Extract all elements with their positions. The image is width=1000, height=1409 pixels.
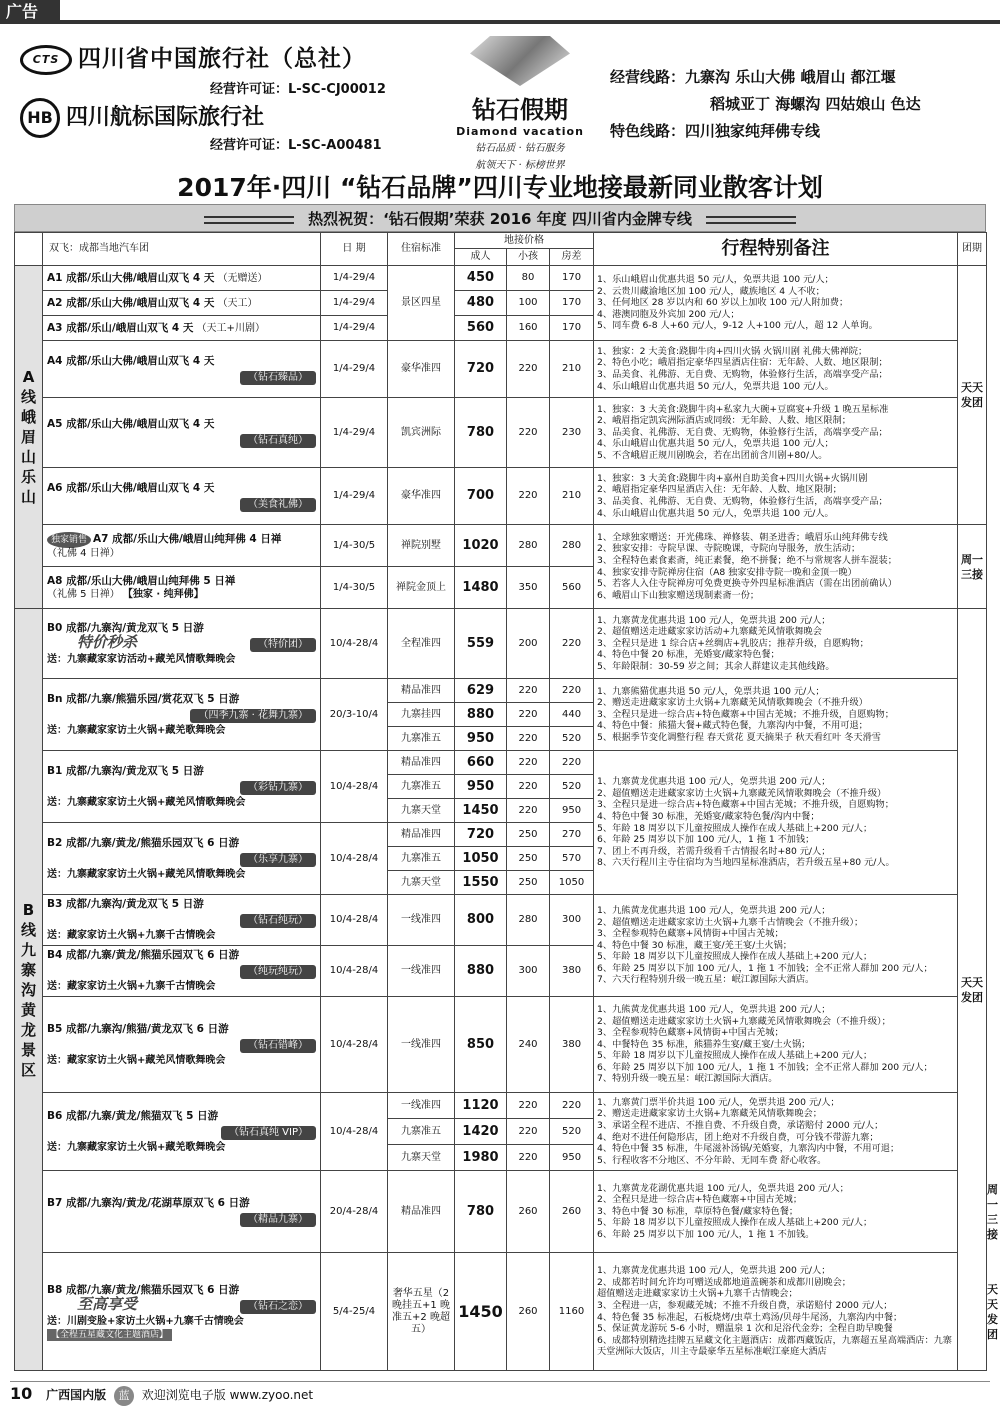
th-room: 房差 (550, 249, 594, 266)
table-row (15, 1093, 987, 1119)
hotel-cell: 凯宾洲际 (388, 398, 455, 468)
notes-cell: 1、全球独家赠送：开光佛珠、禅修装、朝圣进香；峨眉乐山纯拜佛专线 2、独家安排：寺院早课、寺院晚课，寺院向导服务，放生活动； 3、全程特色素食素斋，纯正素餐，绝不拼餐；绝不与常规客人拼车混装； 4、独家安排寺院禅房住宿（A8 独家安排寺院一晚和金顶一晚） 5、若客人入住寺院禅房可免费更换寺外四星标准酒店（需在出团前确认） 6、峨眉山下山独家赠送现制素斋一份； (594, 525, 958, 609)
table-row (15, 895, 987, 946)
date-cell: 1/4-30/5 (321, 567, 388, 609)
top-bar (0, 0, 1000, 24)
website-text: 欢迎浏览电子版 www.zyoo.net (141, 1388, 314, 1402)
room-diff: 210 (550, 468, 594, 525)
hotel-cell: 一线准四 (388, 1093, 455, 1119)
th-route: 双飞：成都当地汽车团 (43, 233, 321, 266)
date-cell: 10/4-28/4 (321, 946, 388, 997)
adult-price: 480 (455, 291, 507, 316)
company-1 (20, 40, 366, 75)
cts-logo-icon: CTS (20, 45, 72, 75)
adult-price: 1980 (455, 1145, 507, 1171)
room-diff: 220 (550, 609, 594, 679)
route-b2 (43, 823, 321, 895)
exclusive-badge: 独家销售 (47, 532, 91, 548)
child-price: 260 (507, 1171, 550, 1253)
route-title: B1 成都/九寨沟/黄龙双飞 5 日游 (47, 764, 204, 777)
hotel-cell: 九寨挂四 (388, 703, 455, 727)
adult-price: 720 (455, 341, 507, 398)
th-price: 地接价格 (455, 233, 594, 249)
child-price: 240 (507, 997, 550, 1093)
date-cell: 1/4-29/4 (321, 266, 388, 291)
route-title: B4 成都/九寨/黄龙/熊猫乐园双飞 6 日游 (47, 949, 240, 961)
room-diff: 220 (550, 679, 594, 703)
notes-cell: 1、乐山峨眉山优惠共退 50 元/人，免票共退 100 元/人； 2、云贵川藏渝地区加 100 元/人，藏族地区 4 人不收； 3、任何地区 28 岁以内和 60 岁以上加收 100 元/人附加费； 4、港澳同胞及外宾加 200 元/人； 5、同车费 6-8 人+60 元/人，9-12 人+100 元/人，超 12 人单询。 (594, 266, 958, 341)
route-title: B2 成都/九寨/黄龙/熊猫乐园双飞 6 日游 (47, 836, 240, 849)
room-diff: 260 (550, 1171, 594, 1253)
hotel-cell: 精品准四 (388, 679, 455, 703)
adult-price: 880 (455, 703, 507, 727)
table-row (15, 341, 987, 398)
room-diff: 520 (550, 727, 594, 751)
route-badge: （钻石纯玩） (240, 914, 316, 928)
table-row: B7 成都/九寨沟/黄龙/花湖草原双飞 6 日游 （精品九寨） 20/4-28/4 精品准四 780 260 260 1、九寨黄龙花湖优惠共退 100 元/人，免票共退 200 元/人； 2、全程只是进一综合店+特色藏寨+中国古羌城； 3、特色中餐 30 标准，草原特色餐/藏家特色餐； 5、年龄 18 周岁以下儿童按照成人操作在成人基础上+200 元/人； 6、年龄 25 周岁以下加 100 元/人，1 拖 1 不加钱。 周一三接 (15, 1171, 987, 1253)
room-diff: 380 (550, 946, 594, 997)
route-a6 (43, 468, 321, 525)
child-price: 220 (507, 751, 550, 775)
room-diff: 1160 (550, 1253, 594, 1371)
route-gift: 送：九寨藏家家访活动+藏羌风情歌舞晚会 (47, 653, 236, 665)
hotel-cell: 禅院别墅 (388, 525, 455, 567)
freq-cell: 天天发团 (958, 266, 987, 525)
date-cell: 5/4-25/4 (321, 1253, 388, 1371)
ornament-left-icon (204, 216, 294, 224)
table-row (15, 751, 987, 775)
route-badge: （钻石真纯 VIP） (221, 1126, 316, 1140)
date-cell: 1/4-29/4 (321, 341, 388, 398)
date-cell: 10/4-28/4 (321, 751, 388, 823)
hotel-cell: 九寨天堂 (388, 799, 455, 823)
hotel-cell: 九寨天堂 (388, 1145, 455, 1171)
route-b0 (43, 609, 321, 679)
page-number: 10 (10, 1384, 33, 1403)
route-title: A1 成都/乐山大佛/峨眉山双飞 4 天 (47, 271, 215, 284)
route-a3 (43, 316, 321, 341)
hotel-cell: 一线准四 (388, 895, 455, 946)
route-b4 (43, 946, 321, 997)
adult-price: 950 (455, 775, 507, 799)
child-price: 350 (507, 567, 550, 609)
ad-tag: 广告 (0, 0, 60, 24)
route-badge: （钻石之恋） (240, 1300, 316, 1314)
hotel-cell: 一线准四 (388, 946, 455, 997)
route-tag: （天工+川剧） (196, 322, 265, 334)
hotel-cell: 禅院金顶上 (388, 567, 455, 609)
child-price: 100 (507, 291, 550, 316)
th-line (15, 233, 43, 266)
route-tag: （无赠送） (217, 272, 268, 284)
hotel-cell: 精品准四 (388, 823, 455, 847)
route-badge: （钻石臻品） (240, 371, 316, 385)
license-2: 经营许可证：L-SC-A00481 (210, 138, 382, 153)
license-1: 经营许可证：L-SC-CJ00012 (210, 82, 386, 97)
th-child: 小孩 (507, 249, 550, 266)
routes-line-3: 特色线路：四川独家纯拜佛专线 (610, 122, 821, 140)
notes-cell: 1、九寨黄门票半价共退 100 元/人，免票共退 200 元/人； 2、赠送走进藏家家访土火锅+九寨藏羌风情歌舞晚会； 3、承诺全程不进店、不推自费、不升级自费，承诺赔付 2000 元/人； 4、绝对不进任何隐形店，团上绝对不升级自费，可分钱不带游九寨； 4、特色中餐 35 标准，牛尾滋补汤锅/羌婚宴，九寨沟内中餐，不用可退； 5、行程收客不分地区、不分年龄、无同车费 舒心收客。 (594, 1093, 958, 1171)
date-cell: 1/4-29/4 (321, 468, 388, 525)
route-badge: （四季九寨 · 花舞九寨） (190, 709, 316, 723)
child-price: 220 (507, 1145, 550, 1171)
adult-price: 780 (455, 398, 507, 468)
route-a4 (43, 341, 321, 398)
hotel-cell: 豪华准四 (388, 468, 455, 525)
route-tag: （天工） (217, 297, 258, 309)
congrats-text: 热烈祝贺：‘钻石假期’荣获 2016 年度 四川省内金牌专线 (308, 210, 692, 228)
route-title: A4 成都/乐山大佛/峨眉山双飞 4 天 (47, 354, 215, 367)
adult-price: 720 (455, 823, 507, 847)
route-title: B8 成都/九寨/黄龙/熊猫乐园双飞 6 日游 (47, 1283, 240, 1296)
route-badge: （纯玩纯玩） (240, 965, 316, 979)
notes-cell: 1、九熊黄龙优惠共退 100 元/人，免票共退 200 元/人； 2、超值赠送走进藏家家访土火锅+九寨千古情晚会（不推升级）； 3、全程参观特色藏寨+风情街+中国古羌城； 4、特色中餐 30 标准，藏王宴/羌王宴/土火锅； 5、年龄 18 周岁以下儿童按照成人操作在成人基础上+200 元/人； 6、年龄 25 周岁以下加 100 元/人，1 拖 1 不加钱；全不正常人群加 200 元/人； 7、六天行程特别升级一晚五星：岷江源国际大酒店。 (594, 895, 958, 997)
room-diff: 210 (550, 341, 594, 398)
hotel-cell: 九寨准五 (388, 1119, 455, 1145)
child-price: 280 (507, 895, 550, 946)
page-title: 2017年·四川 “钻石品牌”四川专业地接最新同业散客计划 (177, 173, 823, 202)
brand-en: Diamond vacation (456, 125, 584, 138)
section-b-label: B线 九寨沟黄龙景区 (15, 609, 43, 1371)
route-b7 (43, 1171, 321, 1253)
route-title: B5 成都/九寨沟/熊猫/黄龙双飞 6 日游 (47, 1022, 229, 1035)
ornament-right-icon (706, 216, 796, 224)
room-diff: 560 (550, 567, 594, 609)
hotel-cell: 九寨准五 (388, 727, 455, 751)
child-price: 220 (507, 727, 550, 751)
hotel-cell: 九寨天堂 (388, 871, 455, 895)
room-diff: 280 (550, 525, 594, 567)
company-1-name: 四川省中国旅行社（总社） (78, 46, 366, 72)
date-cell: 20/3-10/4 (321, 679, 388, 751)
hotel-cell: 一线准四 (388, 997, 455, 1093)
child-price: 280 (507, 525, 550, 567)
route-b8 (43, 1253, 321, 1371)
adult-price: 1450 (455, 1253, 507, 1371)
child-price: 160 (507, 316, 550, 341)
promo-text: 特价秒杀 (77, 632, 138, 651)
adult-price: 850 (455, 997, 507, 1093)
notes-cell: 1、九寨黄龙优惠共退 100 元/人，免票共退 200 元/人； 2、成都若时间允许均可赠送成都地道盖碗茶和成都川剧晚会； 超值赠送走进藏家家访土火锅+九寨千古情晚会； 3、全程进一店，参观藏羌城；不推不升级自费，承诺赔付 2000 元/人； 4、特色餐 35 标准起，石板烧烤/虫草土鸡汤/贝母牛尾汤，九寨沟内中餐； 5、保证黄龙游玩 5-6 小时，赠温泉 1 次和足浴代金券；全程自助早晚餐 6、成都特别精选挂牌五星藏文化主题酒店：成都西藏饭店，九寨超五星高端酒店：九寨天堂洲际大饭店，川主寺最豪华五星标准岷江豪庭大酒店 (594, 1253, 958, 1371)
child-price: 220 (507, 341, 550, 398)
notes-cell: 1、独家：3 大美食:跷脚牛肉+嘉州自助美食+四川火锅+火锅川剧 2、峨眉指定豪华四星酒店入住：无年龄、人数、地区限制； 3、品美食、礼佛游、无自费、无购物，体验修行生活，高端享受产品； 4、乐山峨眉山优惠共退 50 元/人，免票共退 100 元/人。 (594, 468, 958, 525)
notes-cell: 1、独家：2 大美食:跷脚牛肉+四川火锅 火锅川剧 礼佛大佛禅院； 2、特色小吃；峨眉指定豪华四星酒店住宿：无年龄、人数、地区限制； 3、品美食、礼佛游、无自费、无购物，体验修行生活，高端享受产品； 4、乐山峨眉山优惠共退 50 元/人，免票共退 100 元/人。 (594, 341, 958, 398)
company-2 (20, 98, 264, 138)
child-price: 200 (507, 609, 550, 679)
date-cell: 1/4-29/4 (321, 398, 388, 468)
adult-price: 700 (455, 468, 507, 525)
room-diff: 950 (550, 799, 594, 823)
child-price: 220 (507, 799, 550, 823)
adult-price: 629 (455, 679, 507, 703)
adult-price: 1120 (455, 1093, 507, 1119)
diamond-brand (440, 36, 600, 171)
adult-price: 800 (455, 895, 507, 946)
route-b6 (43, 1093, 321, 1171)
hotel-cell: 豪华准四 (388, 341, 455, 398)
room-diff: 230 (550, 398, 594, 468)
table-row: B8 成都/九寨/黄龙/熊猫乐园双飞 6 日游 至高享受 （钻石之恋） 送：川剧变脸+家访土火锅+九寨千古情晚会 【全程五星藏文化主题酒店】 5/4-25/4 奢华五星（2 晚挂五+1 晚准五+2 晚超五） 1450 260 1160 1、九寨黄龙优惠共退 100 元/人，免票共退 200 元/人； 2、成都若时间允许均可赠送成都地道盖碗茶和成都川剧晚会； 超值赠送走进藏家家访土火锅+九寨千古情晚会； 3、全程进一店，参观藏羌城；不推不升级自费，承诺赔付 2000 元/人； 4、特色餐 35 标准起，石板烧烤/虫草土鸡汤/贝母牛尾汤，九寨沟内中餐； 5、保证黄龙游玩 5-6 小时，赠温泉 1 次和足浴代金券；全程自助早晚餐 6、成都特别精选挂牌五星藏文化主题酒店：成都西藏饭店，九寨超五星高端酒店：九寨天堂洲际大饭店，川主寺最豪华五星标准岷江豪庭大酒店 天天发团 (15, 1253, 987, 1371)
adult-price: 880 (455, 946, 507, 997)
freq-cell: 周一三接 (958, 525, 987, 609)
route-title: A7 成都/乐山大佛/峨眉山纯拜佛 4 日禅 (93, 532, 282, 545)
room-diff: 950 (550, 1145, 594, 1171)
adult-price: 559 (455, 609, 507, 679)
notes-cell: 1、独家：3 大美食:跷脚牛肉+私家九大碗+豆腐宴+升级 1 晚五星标准 2、峨眉指定凯宾洲际酒店或同级：无年龄、人数、地区限制； 3、品美食、礼佛游、无自费、无购物，体验修行生活，高端享受产品； 4、乐山峨眉山优惠共退 50 元/人，免票共退 100 元/人； 5、不含峨眉正规川剧晚会，若在出团前含川剧+80/人。 (594, 398, 958, 468)
route-badge: （钻石真纯） (240, 434, 316, 448)
route-gift: 送：藏家家访土火锅+九寨千古情晚会 (47, 981, 216, 992)
notes-cell: 1、九熊黄龙优惠共退 100 元/人，免票共退 200 元/人； 2、超值赠送走进藏家家访土火锅+九寨藏羌风情歌舞晚会（不推升级）； 3、全程参观特色藏寨+风情街+中国古羌城； 4、中餐特色 35 标准，熊猫养生宴/藏王宴/土火锅； 5、年龄 18 周岁以下儿童按照成人操作在成人基础上+200 元/人； 6、年龄 25 周岁以下加 100 元/人，1 拖 1 不加钱；全不正常人群加 200 元/人； 7、特别升级一晚五星：岷江源国际大酒店。 (594, 997, 958, 1093)
route-bn (43, 679, 321, 751)
route-a1 (43, 266, 321, 291)
route-title: B6 成都/九寨/黄龙/熊猫双飞 5 日游 (47, 1109, 219, 1122)
hotel-cell: 全程准四 (388, 609, 455, 679)
room-diff: 220 (550, 751, 594, 775)
header (10, 26, 990, 171)
room-diff: 570 (550, 847, 594, 871)
company-2-name: 四川航标国际旅行社 (66, 105, 265, 130)
promo-text: 至高享受 (77, 1294, 138, 1313)
notes-cell: 1、九寨黄龙优惠共退 100 元/人，免票共退 200 元/人； 2、超值赠送走进藏家家访土火锅+九寨藏羌风情歌舞晚会（不推升级） 3、全程只是进一综合店+特色藏寨+中国古羌城；不推升级，自愿购物； 4、特色中餐 30 标准，羌婚宴/藏家特色餐/沟内中餐； 5、年龄 18 周岁以下儿童按照成人操作在成人基础上+200 元/人； 6、年龄 25 周岁以下加 100 元/人，1 拖 1 不加钱； 7、团上不再升级，若需升级看千古情报名时+80 元/人； 8、六天行程川主寺住宿均为当地四星标准酒店，若升级五星+80 元/人。 (594, 751, 958, 895)
route-badge: （特价团） (250, 638, 316, 652)
date-cell: 1/4-30/5 (321, 525, 388, 567)
date-cell: 10/4-28/4 (321, 895, 388, 946)
table-row (15, 679, 987, 703)
child-price: 250 (507, 847, 550, 871)
date-cell: 10/4-28/4 (321, 997, 388, 1093)
slogan-2: 航领天下 · 标榜世界 (475, 160, 565, 171)
edition: 广西国内版 (46, 1388, 107, 1402)
route-gift: 送：川剧变脸+家访土火锅+九寨千古情晚会 (47, 1315, 244, 1327)
room-diff: 1050 (550, 871, 594, 895)
adult-price: 560 (455, 316, 507, 341)
child-price: 220 (507, 1093, 550, 1119)
routes-line-2: 稻城亚丁 海螺沟 四姑娘山 色达 (710, 95, 921, 113)
route-gift: 送：九寨藏家家访土火锅+藏羌风情歌舞晚会 (47, 796, 246, 808)
child-price: 220 (507, 775, 550, 799)
route-badge: （精品九寨） (240, 1213, 316, 1227)
freq-cell: 天天发团 (958, 609, 987, 1371)
child-price: 220 (507, 398, 550, 468)
child-price: 220 (507, 703, 550, 727)
adult-price: 1480 (455, 567, 507, 609)
route-title: B7 成都/九寨沟/黄龙/花湖草原双飞 6 日游 (47, 1197, 250, 1209)
route-tag: 【独家 · 纯拜佛】 (122, 589, 204, 600)
child-price: 300 (507, 946, 550, 997)
route-b3 (43, 895, 321, 946)
hotel-cell: 景区四星 (388, 266, 455, 341)
th-adult: 成人 (455, 249, 507, 266)
route-title: Bn 成都/九寨/熊猫乐园/赏花双飞 5 日游 (47, 692, 240, 705)
adult-price: 780 (455, 1171, 507, 1253)
th-date: 日 期 (321, 233, 388, 266)
hotel-cell: 精品准四 (388, 1171, 455, 1253)
adult-price: 1450 (455, 799, 507, 823)
route-badge: （美食礼佛） (240, 498, 316, 512)
child-price: 220 (507, 1119, 550, 1145)
table-row (15, 997, 987, 1093)
room-diff: 270 (550, 823, 594, 847)
adult-price: 1550 (455, 871, 507, 895)
route-title: B0 成都/九寨沟/黄龙双飞 5 日游 (47, 621, 204, 634)
date-cell: 10/4-28/4 (321, 823, 388, 895)
route-gift: 送：藏家家访土火锅+藏羌风情歌舞晚会 (47, 1054, 226, 1066)
route-sub: （礼佛 4 日禅） (47, 547, 120, 559)
th-freq: 团期 (958, 233, 987, 266)
table-row (15, 468, 987, 525)
diamond-icon (470, 36, 570, 86)
congrats-banner (14, 204, 986, 232)
route-sub: （礼佛 5 日禅） (47, 589, 120, 600)
date-cell: 1/4-29/4 (321, 291, 388, 316)
hotel-cell: 精品准四 (388, 751, 455, 775)
footer (10, 1381, 990, 1405)
route-a5 (43, 398, 321, 468)
hotel-cell: 奢华五星（2 晚挂五+1 晚准五+2 晚超五） (388, 1253, 455, 1371)
top-rule (60, 20, 1000, 24)
child-price: 80 (507, 266, 550, 291)
routes-list (610, 64, 921, 145)
slogan-1: 钻石品质 · 钻石服务 (475, 143, 565, 154)
room-diff: 170 (550, 291, 594, 316)
child-price: 250 (507, 871, 550, 895)
adult-price: 950 (455, 727, 507, 751)
room-diff: 440 (550, 703, 594, 727)
room-diff: 520 (550, 1119, 594, 1145)
route-badge: （彩钻九寨） (240, 781, 316, 795)
child-price: 250 (507, 823, 550, 847)
th-hotel: 住宿标准 (388, 233, 455, 266)
date-cell: 10/4-28/4 (321, 1093, 388, 1171)
route-gift: 送：九寨藏家家访土火锅+藏羌歌舞晚会 (47, 1141, 226, 1153)
notes-cell: 1、九寨黄龙花湖优惠共退 100 元/人，免票共退 200 元/人； 2、全程只是进一综合店+特色藏寨+中国古羌城； 3、特色中餐 30 标准，草原特色餐/藏家特色餐； 5、年龄 18 周岁以下儿童按照成人操作在成人基础上+200 元/人； 6、年龄 25 周岁以下加 100 元/人，1 拖 1 不加钱。 (594, 1171, 958, 1253)
brand-name: 钻石假期 (472, 96, 568, 124)
room-diff: 220 (550, 1093, 594, 1119)
notes-cell: 1、九寨熊猫优惠共退 50 元/人，免票共退 100 元/人； 2、赠送走进藏家家访土火锅+九寨藏羌风情歌舞晚会（不推升级） 3、全程只是进一综合店+特色藏寨+中国古羌城；不推升级，自愿购物； 4、特色中餐：熊猫大餐+藏式特色餐，九寨沟内中餐，不用可退； 5、根据季节变化调整行程 春天赏花 夏天摘果子 秋天看红叶 冬天滑雪 (594, 679, 958, 751)
child-price: 220 (507, 679, 550, 703)
adult-price: 1420 (455, 1119, 507, 1145)
table-row (15, 398, 987, 468)
route-title: A5 成都/乐山大佛/峨眉山双飞 4 天 (47, 418, 215, 430)
room-diff: 170 (550, 316, 594, 341)
adult-price: 1050 (455, 847, 507, 871)
date-cell: 10/4-28/4 (321, 609, 388, 679)
route-footnote: 【全程五星藏文化主题酒店】 (47, 1329, 172, 1341)
route-b5 (43, 997, 321, 1093)
route-b1 (43, 751, 321, 823)
route-gift: 送：藏家家访土火锅+九寨千古情晚会 (47, 930, 216, 941)
room-diff: 520 (550, 775, 594, 799)
route-gift: 送：九寨藏家家访土火锅+藏羌歌舞晚会 (47, 724, 226, 736)
route-a8 (43, 567, 321, 609)
room-diff: 380 (550, 997, 594, 1093)
route-title: A3 成都/乐山/峨眉山双飞 4 天 (47, 321, 194, 334)
route-title: A8 成都/乐山大佛/峨眉山纯拜佛 5 日禅 (47, 575, 236, 587)
routes-line-1: 经营线路：九寨沟 乐山大佛 峨眉山 都江堰 (610, 68, 896, 86)
route-a7 (43, 525, 321, 567)
route-title: B3 成都/九寨沟/黄龙双飞 5 日游 (47, 898, 204, 910)
table-row (15, 609, 987, 679)
child-price: 260 (507, 1253, 550, 1371)
route-gift: 送：九寨藏家家访土火锅+藏羌风情歌舞晚会 (47, 868, 246, 880)
route-title: A6 成都/乐山大佛/峨眉山双飞 4 天 (47, 481, 215, 494)
table-row (15, 525, 987, 567)
hotel-cell: 九寨准五 (388, 775, 455, 799)
notes-cell: 1、九寨黄龙优惠共退 100 元/人，免票共退 200 元/人； 2、超值赠送走进藏家家访活动+九寨藏羌风情歌舞晚会 3、全程只是进 1 综合店+丝绸店+乳胶店；推荐升级，自愿购物； 4、特色中餐 20 标准，羌婚宴/藏家特色餐； 5、年龄限制：30-59 岁之间；其余人群建议走其他线路。 (594, 609, 958, 679)
route-title: A2 成都/乐山大佛/峨眉山双飞 4 天 (47, 296, 215, 309)
table-row (15, 266, 987, 291)
room-diff: 170 (550, 266, 594, 291)
section-a-label: A线 峨眉山乐山 (15, 266, 43, 609)
adult-price: 660 (455, 751, 507, 775)
hb-logo-icon: HB (20, 98, 60, 138)
child-price: 220 (507, 468, 550, 525)
route-badge: （乐享九寨） (240, 853, 316, 867)
th-notes: 行程特别备注 (594, 233, 958, 266)
itinerary-table (14, 232, 999, 1371)
route-a2 (43, 291, 321, 316)
hotel-cell: 九寨准五 (388, 847, 455, 871)
blue-mark-icon: 蓝 (114, 1386, 134, 1406)
route-badge: （钻石错峰） (240, 1039, 316, 1053)
room-diff: 300 (550, 895, 594, 946)
adult-price: 450 (455, 266, 507, 291)
date-cell: 1/4-29/4 (321, 316, 388, 341)
date-cell: 20/4-28/4 (321, 1171, 388, 1253)
adult-price: 1020 (455, 525, 507, 567)
